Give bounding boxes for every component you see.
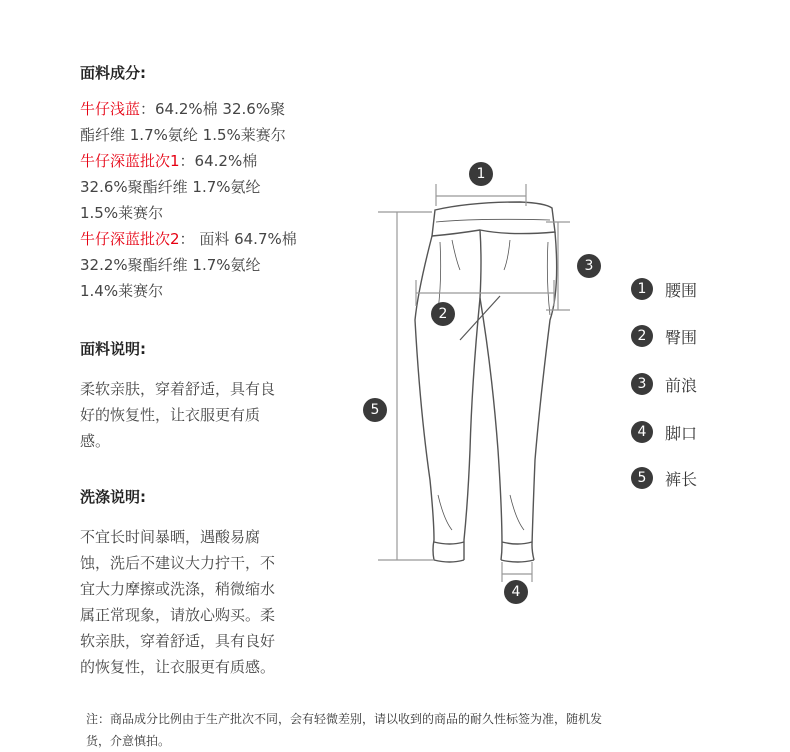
pants-diagram <box>360 150 600 610</box>
deep-blue-batch1-label: 牛仔深蓝批次1 <box>80 152 180 170</box>
desc-line: 柔软亲肤，穿着舒适，具有良 <box>80 380 276 398</box>
light-blue-text-2: 酯纤维 1.7%氨纶 1.5%莱赛尔 <box>80 126 286 144</box>
light-blue-text: ：64.2%棉 32.6%聚 <box>140 100 286 118</box>
badge-hip: 2 <box>431 302 455 326</box>
wash-line: 软亲肤，穿着舒适，具有良好 <box>80 632 276 650</box>
desc-heading: 面料说明: <box>80 340 146 358</box>
badge-waist: 1 <box>469 162 493 186</box>
desc-line: 好的恢复性，让衣服更有质 <box>80 406 261 424</box>
light-blue-label: 牛仔浅蓝 <box>80 100 141 118</box>
legend-item-front-rise <box>631 372 697 396</box>
deep-blue-batch1-text-3: 1.5%莱赛尔 <box>80 204 164 222</box>
deep-blue-batch2-label: 牛仔深蓝批次2 <box>80 230 180 248</box>
footnote-line: 注：商品成分比例由于生产批次不同，会有轻微差别，请以收到的商品的耐久性标签为准，随机发 <box>86 712 603 726</box>
legend-label: 脚口 <box>665 423 698 443</box>
deep-blue-batch1-text-2: 32.6%聚酯纤维 1.7%氨纶 <box>80 178 261 196</box>
legend-item-waist <box>631 277 697 301</box>
legend-label: 前浪 <box>665 375 698 395</box>
legend-label: 裤长 <box>665 469 698 489</box>
badge-leg-opening: 4 <box>504 580 528 604</box>
legend-item-leg-opening <box>631 420 697 444</box>
wash-text <box>80 524 350 680</box>
deep-blue-batch2-text-3: 1.4%莱赛尔 <box>80 282 164 300</box>
footnote <box>86 708 726 752</box>
deep-blue-batch2-text: ： 面料 64.7%棉 <box>179 230 297 248</box>
badge-length: 5 <box>363 398 387 422</box>
legend-number: 3 <box>631 373 653 395</box>
legend-number: 4 <box>631 421 653 443</box>
legend-label: 腰围 <box>665 280 698 300</box>
legend-item-length <box>631 466 697 490</box>
legend-number: 1 <box>631 278 653 300</box>
desc-text <box>80 376 350 454</box>
fabric-composition <box>80 96 350 304</box>
wash-heading: 洗涤说明: <box>80 488 146 506</box>
desc-line: 感。 <box>80 432 111 450</box>
footnote-line: 货，介意慎拍。 <box>86 734 171 748</box>
fabric-heading: 面料成分: <box>80 64 146 82</box>
wash-line: 的恢复性，让衣服更有质感。 <box>80 658 276 676</box>
wash-line: 不宜长时间暴晒，遇酸易腐 <box>80 528 261 546</box>
legend-number: 5 <box>631 467 653 489</box>
wash-line: 蚀，洗后不建议大力拧干，不 <box>80 554 276 572</box>
legend-label: 臀围 <box>665 327 698 347</box>
deep-blue-batch2-text-2: 32.2%聚酯纤维 1.7%氨纶 <box>80 256 261 274</box>
badge-front-rise: 3 <box>577 254 601 278</box>
wash-line: 宜大力摩擦或洗涤，稍微缩水 <box>80 580 276 598</box>
legend-number: 2 <box>631 325 653 347</box>
pants-outline <box>415 202 557 562</box>
deep-blue-batch1-text: ：64.2%棉 <box>179 152 258 170</box>
measurement-lines <box>378 184 570 582</box>
wash-line: 属正常现象，请放心购买。柔 <box>80 606 276 624</box>
legend-item-hip <box>631 324 697 348</box>
